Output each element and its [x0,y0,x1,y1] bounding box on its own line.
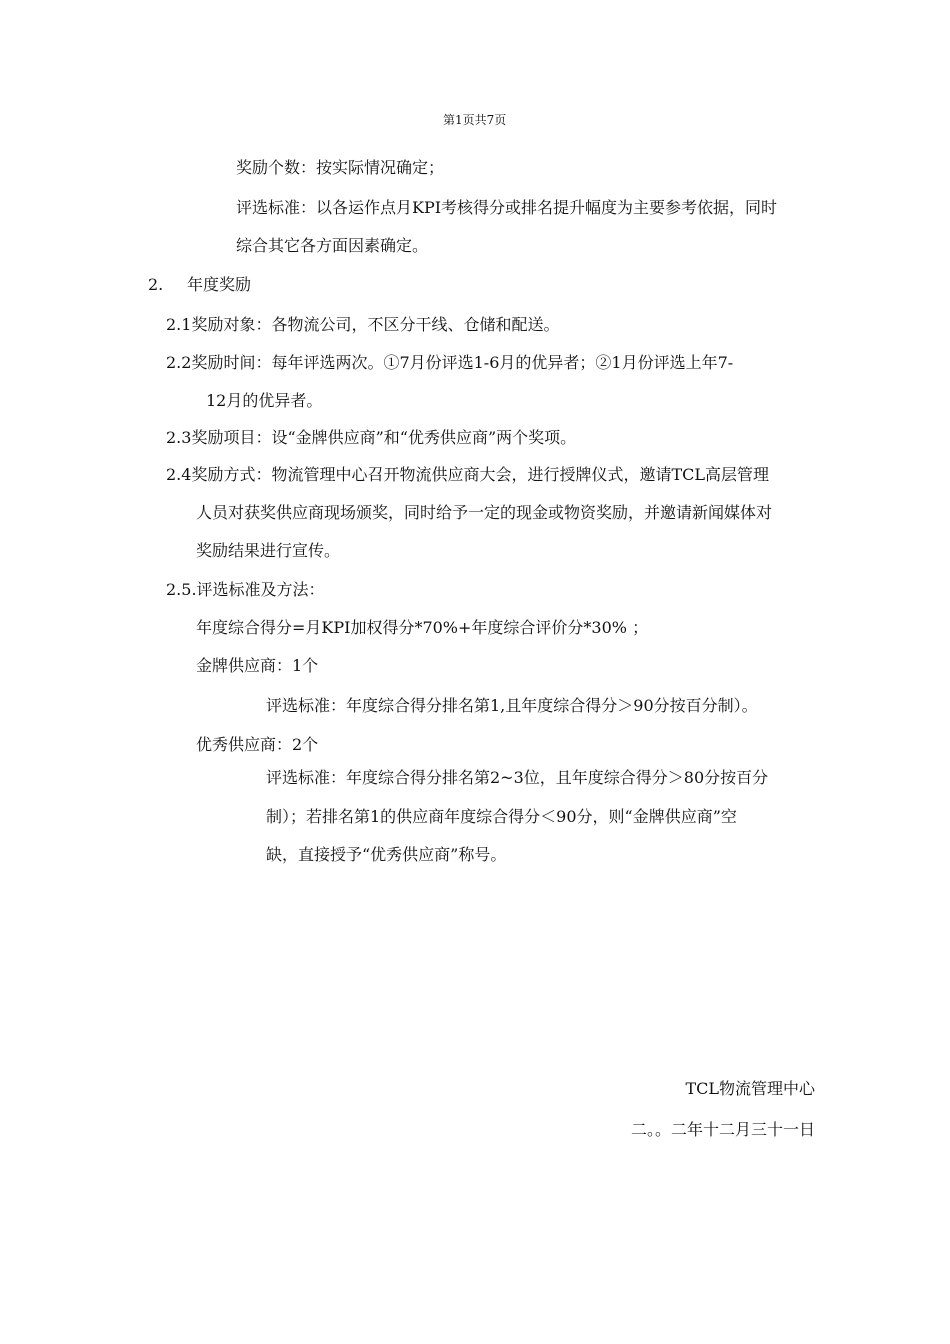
excellent-criteria-line-2: 制）；若排名第1的供应商年度综合得分＜90分，则“金牌供应商”空 [266,807,737,826]
monthly-criteria-line-2: 综合其它各方面因素确定。 [236,236,429,255]
signature-organization: TCL物流管理中心 [685,1079,815,1098]
item-2-2-line-2: 12月的优异者。 [206,391,323,410]
item-2-4-line-1: 2.4奖励方式：物流管理中心召开物流供应商大会，进行授牌仪式，邀请TCL高层管理 [166,465,769,484]
signature-date: 二。。二年十二月三十一日 [630,1120,815,1139]
gold-supplier-criteria: 评选标准：年度综合得分排名第1,且年度综合得分＞90分按百分制）。 [266,696,758,715]
item-2-4-line-2: 人员对获奖供应商现场颁奖，同时给予一定的现金或物资奖励，并邀请新闻媒体对 [196,503,773,522]
item-2-2-line-1: 2.2奖励时间：每年评选两次。①7月份评选1-6月的优异者；②1月份评选上年7- [166,353,734,372]
item-2-3: 2.3奖励项目：设“金牌供应商”和“优秀供应商”两个奖项。 [166,428,577,447]
excellent-criteria-line-1: 评选标准：年度综合得分排名第2~3位，且年度综合得分＞80分按百分 [266,768,769,787]
item-2-1: 2.1奖励对象：各物流公司，不区分干线、仓储和配送。 [166,315,560,334]
gold-supplier-title: 金牌供应商：1个 [196,656,319,675]
excellent-supplier-title: 优秀供应商：2个 [196,735,319,754]
item-2-4-line-3: 奖励结果进行宣传。 [196,541,341,560]
excellent-criteria-line-3: 缺，直接授予“优秀供应商”称号。 [266,845,507,864]
formula-line: 年度综合得分=月KPI加权得分*70%+年度综合评价分*30% ； [196,618,649,637]
section-number: 2. [148,275,164,294]
page-number: 第1页共7页 [443,113,507,127]
monthly-count-line: 奖励个数：按实际情况确定； [236,158,445,177]
monthly-criteria-line-1: 评选标准：以各运作点月KPI考核得分或排名提升幅度为主要参考依据，同时 [236,198,778,217]
item-2-5: 2.5.评选标准及方法： [166,580,325,599]
section-heading: 年度奖励 [187,275,252,294]
